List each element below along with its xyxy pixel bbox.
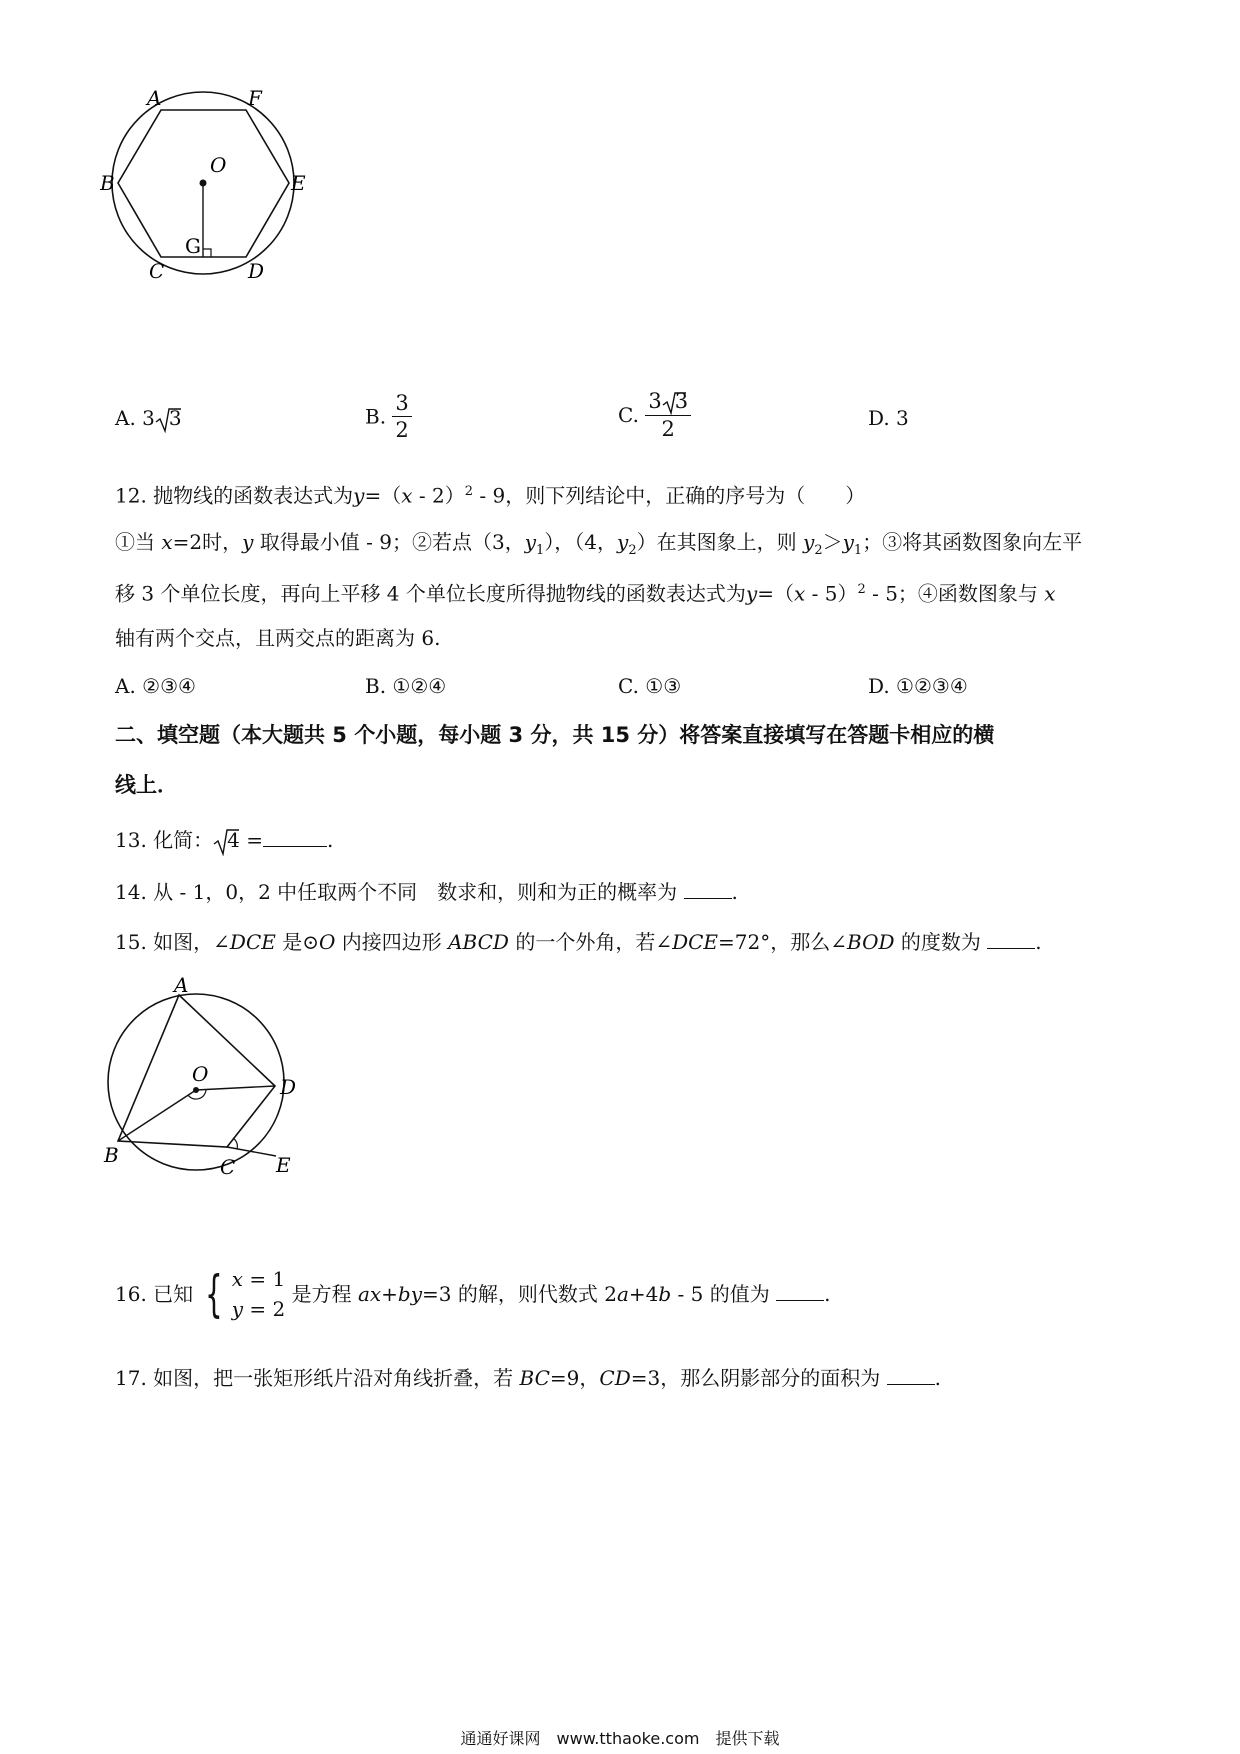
answer-blank <box>684 880 732 899</box>
answer-blank <box>887 1366 935 1385</box>
answer-blank <box>987 930 1035 949</box>
hexagon-circle-figure <box>100 90 360 320</box>
q12-option-c: C. ①③ <box>618 674 682 698</box>
q11-option-b: B. $\frac{3}{2}$ <box>365 390 412 443</box>
q15: 15. 如图，∠DCE 是⊙O 内接四边形 ABCD 的一个外角，若∠DCE=72°，那么∠BOD 的度数为 . <box>115 930 1042 954</box>
label-c: C <box>149 259 165 283</box>
right-angle-mark <box>203 249 211 257</box>
fraction: $\frac{3 3}{2}$ <box>645 388 691 442</box>
q13: 13. 化简： 4 = . <box>115 826 333 856</box>
brace-icon: { <box>204 1265 223 1323</box>
q12-stem: 12. 抛物线的函数表达式为y=（x - 2）$^2$ - 9，则下列结论中，正确的序号为（ ） <box>115 483 866 508</box>
q11-option-a: A. 3 3 <box>115 404 182 433</box>
q14: 14. 从 - 1，0，2 中任取两个不同 数求和，则和为正的概率为 . <box>115 880 738 904</box>
label-b: B <box>104 1143 119 1167</box>
q11-option-c: C. $\frac{3 3}{2}$ <box>618 388 691 442</box>
q17: 17. 如图，把一张矩形纸片沿对角线折叠，若 BC=9，CD=3，那么阴影部分的面积为 . <box>115 1366 941 1390</box>
label-c: C <box>220 1155 236 1179</box>
equation-system: x = 1 y = 2 <box>231 1267 286 1321</box>
q12-option-d: D. ①②③④ <box>868 674 968 698</box>
segment-ob <box>118 1090 196 1141</box>
point-o <box>200 180 207 187</box>
section-2-heading-line-1: 二、填空题（本大题共 5 个小题，每小题 3 分，共 15 分）将答案直接填写在答题卡相应的横 <box>115 723 995 747</box>
label-o: O <box>192 1062 209 1086</box>
section-2-heading-line-2: 线上． <box>115 773 178 797</box>
answer-blank <box>263 828 327 847</box>
fraction: $\frac{3}{2}$ <box>392 390 411 443</box>
label-d: D <box>248 259 265 283</box>
q12-option-b: B. ①②④ <box>365 674 447 698</box>
label-f: F <box>248 90 262 110</box>
q12-option-a: A. ②③④ <box>115 674 196 698</box>
label-e: E <box>291 171 306 195</box>
segment-od <box>196 1086 275 1090</box>
point-o <box>193 1087 199 1093</box>
label-g: G <box>185 234 201 258</box>
label-a: A <box>174 976 189 997</box>
label-a: A <box>147 90 162 110</box>
label-o: O <box>210 153 227 177</box>
q12-line-3: 移 3 个单位长度，再向上平移 4 个单位长度所得抛物线的函数表达式为y=（x - 5）$^2$ - 5；④函数图象与 x <box>115 581 1056 606</box>
label-e: E <box>276 1153 291 1177</box>
label-d: D <box>280 1075 297 1099</box>
cyclic-quadrilateral-figure <box>96 976 316 1196</box>
q11-option-d: D. 3 <box>868 406 909 430</box>
q12-line-4: 轴有两个交点，且两交点的距离为 6. <box>115 626 441 650</box>
q16: 16. 已知 { x = 1 y = 2 是方程 ax+by=3 的解，则代数式 2a+4b - 5 的值为 . <box>115 1265 831 1323</box>
label-b: B <box>100 171 115 195</box>
answer-blank <box>776 1282 824 1301</box>
q12-line-2: ①当 x=2时，y 取得最小值 - 9；②若点（3，$y_1$），（4，$y_2$）在其图象上，则 $y_2>y_1$；③将其函数图象向左平 <box>115 530 1083 558</box>
footer-credit: 通通好课网 www.tthaoke.com 提供下载 <box>460 1729 780 1748</box>
